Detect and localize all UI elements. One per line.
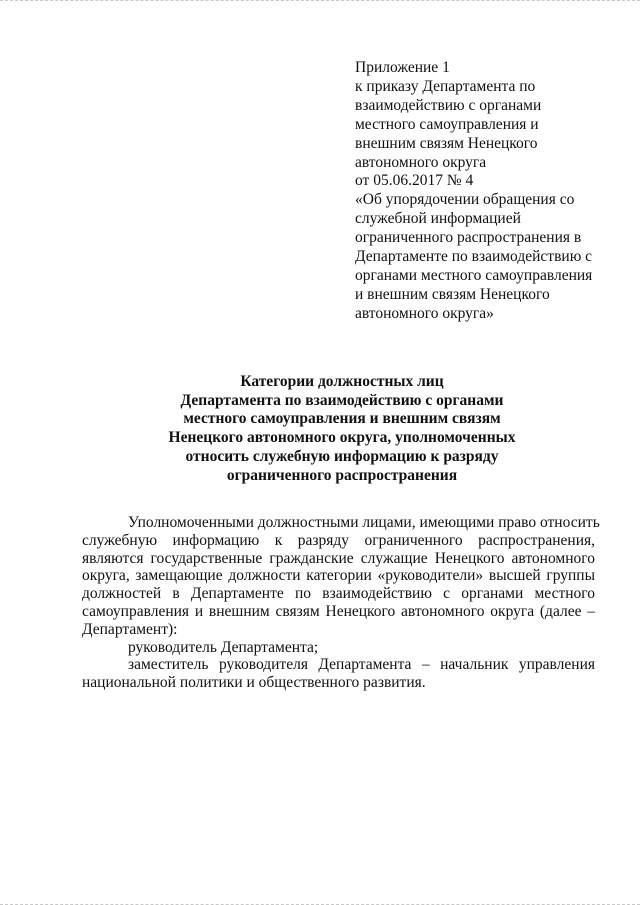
appendix-line: ограниченного распространения в <box>355 229 582 247</box>
list-item <box>82 639 595 657</box>
list-item-text: национальной политики и общественного развития. <box>82 674 426 692</box>
title-line: Ненецкого автономного округа, уполномоченных <box>168 429 516 447</box>
body-line: самоуправления и внешним связям Ненецкого автономного округа (далее – <box>82 602 595 620</box>
appendix-line: взаимодействию с органами <box>355 96 542 114</box>
appendix-line: «Об упорядочении обращения со <box>355 191 575 209</box>
title-line: местного самоуправления и внешним связям <box>183 410 501 428</box>
appendix-line: служебной информацией <box>355 210 521 228</box>
appendix-line: автономного округа <box>355 153 487 171</box>
list-item-text: руководитель Департамента; <box>128 638 319 656</box>
body-paragraph <box>82 514 600 639</box>
title-line: ограниченного распространения <box>226 466 458 484</box>
appendix-line: автономного округа» <box>355 304 494 322</box>
appendix-line: Приложение 1 <box>355 59 450 76</box>
list-item <box>82 656 595 692</box>
appendix-line: местного самоуправления и <box>355 115 539 133</box>
body-line: округа, замещающие должности категории «руководители» высшей группы <box>82 567 595 585</box>
body-line: Департамент): <box>82 620 178 638</box>
scan-edge-top <box>0 0 640 2</box>
body-line: служебную информацию к разряду ограниченного распространения, <box>82 531 595 549</box>
appendix-block <box>355 59 625 324</box>
body-line: являются государственные гражданские служащие Ненецкого автономного <box>82 549 595 567</box>
title-line: Департамента по взаимодействию с органами <box>180 391 504 409</box>
body-line: должностей в Департаменте по взаимодействию с органами местного <box>82 585 595 603</box>
title-line: Категории должностных лиц <box>240 373 444 390</box>
list-item-text: заместитель руководителя Департамента – начальник управления <box>128 656 595 674</box>
appendix-line: органами местного самоуправления <box>355 266 593 284</box>
appendix-line: Департаменте по взаимодействию с <box>355 248 593 266</box>
body-line: Уполномоченными должностными лицами, имеющими право относить <box>128 514 600 531</box>
document-title <box>100 373 584 485</box>
title-line: относить служебную информацию к разряду <box>185 447 499 465</box>
appendix-line: внешним связям Ненецкого <box>355 134 538 152</box>
appendix-line: от 05.06.2017 № 4 <box>355 172 474 190</box>
appendix-line: и внешним связям Ненецкого <box>355 285 550 303</box>
document-body <box>82 514 600 692</box>
appendix-line: к приказу Департамента по <box>355 77 536 95</box>
